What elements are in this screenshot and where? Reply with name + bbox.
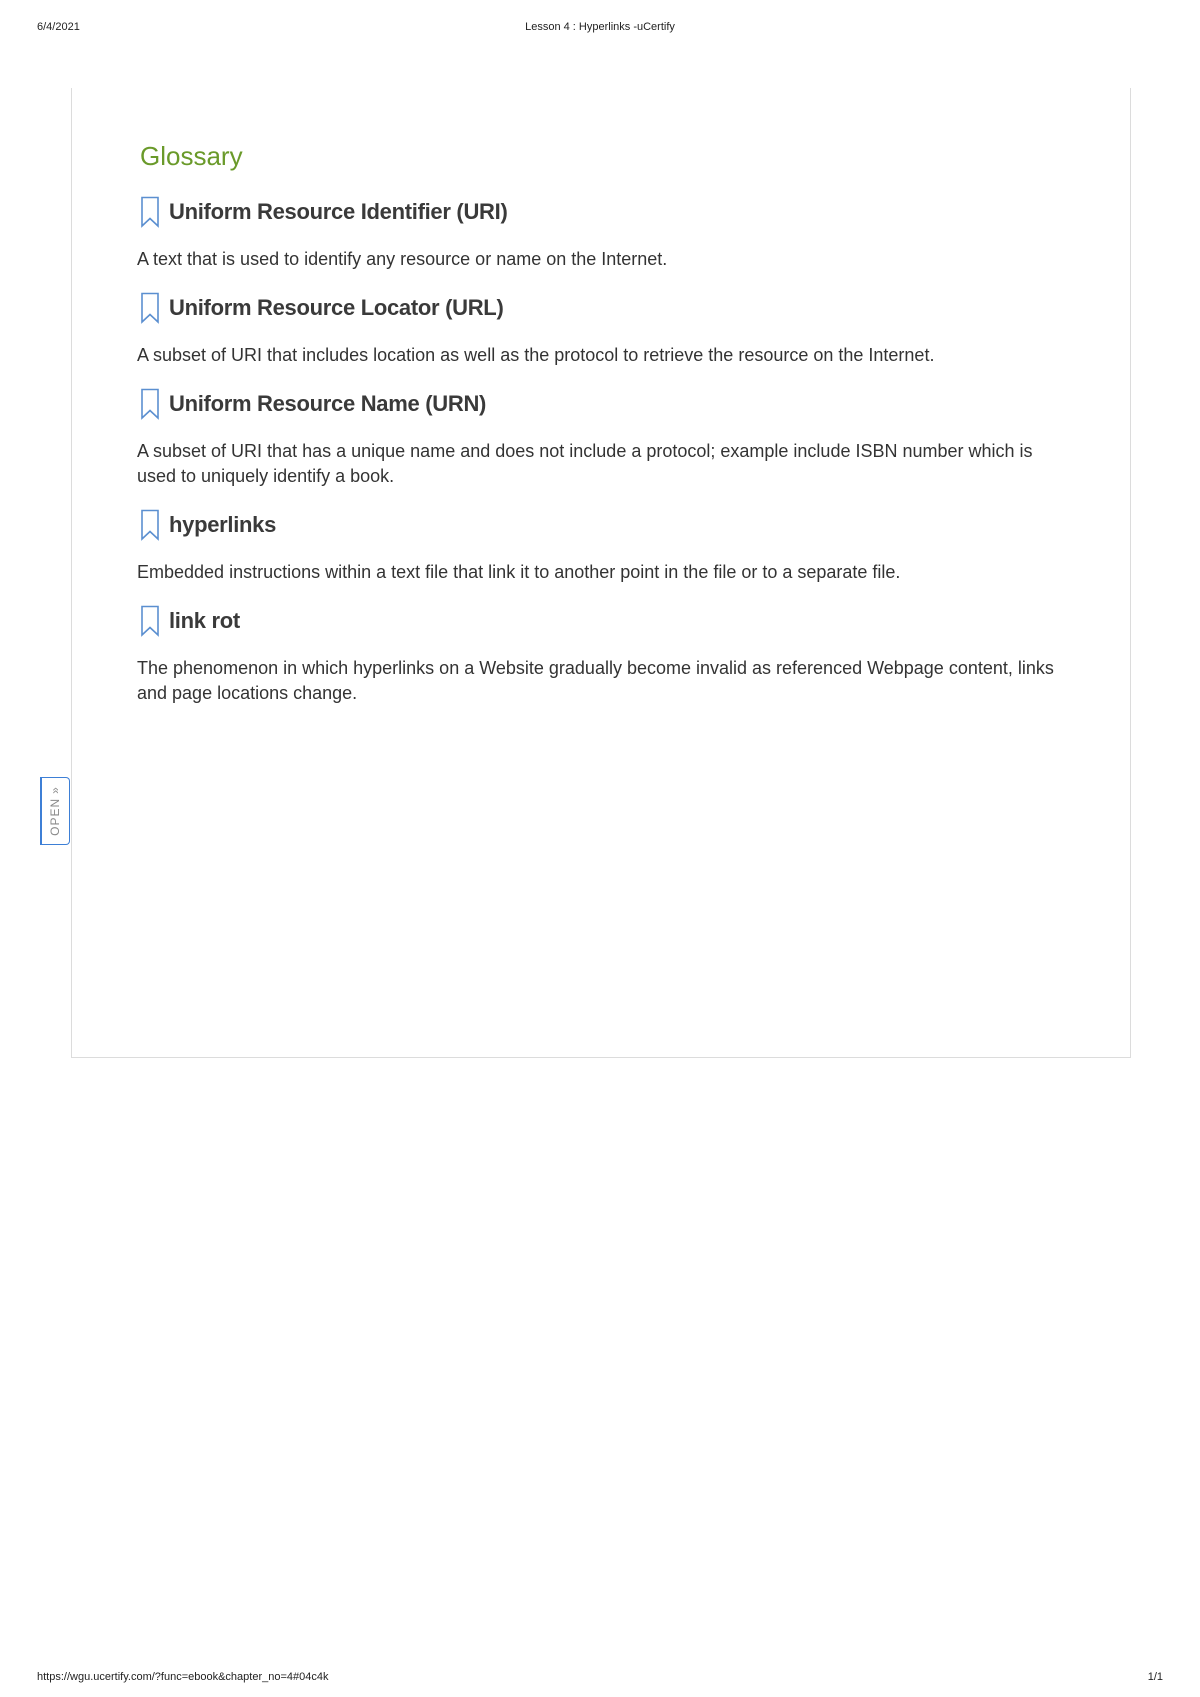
print-title: Lesson 4 : Hyperlinks -uCertify [525,21,675,33]
glossary-definition: A subset of URI that has a unique name and does not include a protocol; example include ISBN number which is used to uniquely identify a book. [137,441,1033,486]
glossary-term: Uniform Resource Identifier (URI) [169,199,508,224]
bookmark-icon[interactable] [140,388,160,420]
print-header [0,21,1200,35]
glossary-title: Glossary [140,141,243,171]
glossary-definition: A subset of URI that includes location as well as the protocol to retrieve the resource on the Internet. [137,345,935,365]
print-page-number: 1/1 [1147,1671,1163,1683]
glossary-term: Uniform Resource Locator (URL) [169,295,504,320]
open-sidebar-tab[interactable] [41,777,70,845]
glossary-definition: The phenomenon in which hyperlinks on a Website gradually become invalid as referenced Webpage content, links and page locations change. [137,658,1054,703]
glossary-entry [137,386,1077,489]
double-chevron-icon: » [48,786,62,794]
glossary-entry [137,290,1077,368]
glossary-definition: A text that is used to identify any resource or name on the Internet. [137,249,668,269]
glossary-term: Uniform Resource Name (URN) [169,391,487,416]
bookmark-icon[interactable] [140,605,160,637]
bookmark-icon[interactable] [140,509,160,541]
glossary-term: link rot [169,608,240,633]
glossary-entry [137,194,1077,272]
bookmark-icon[interactable] [140,292,160,324]
glossary-entry [137,507,1077,585]
glossary-section [137,138,1077,706]
glossary-entry [137,603,1077,706]
print-footer [0,1671,1200,1685]
glossary-definition: Embedded instructions within a text file that link it to another point in the file or to a separate file. [137,562,901,582]
bookmark-icon[interactable] [140,196,160,228]
print-date: 6/4/2021 [37,21,80,33]
print-url: https://wgu.ucertify.com/?func=ebook&chapter_no=4#04c4k [37,1671,329,1683]
open-tab-label: OPEN [48,797,62,836]
glossary-term: hyperlinks [169,512,277,537]
